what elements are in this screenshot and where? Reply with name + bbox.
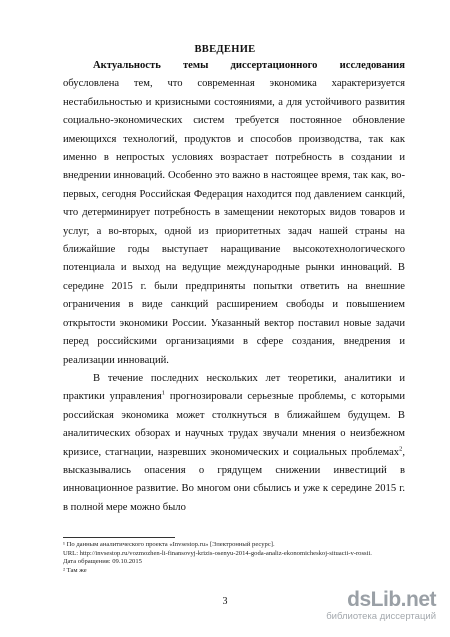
footnote-ref-1[interactable]: 1 bbox=[161, 389, 165, 397]
watermark-subtitle: библиотека диссертаций bbox=[326, 611, 436, 622]
paragraph-2-text-b: прогнозировали серьезные проблемы, с которыми российская экономика может столкнуться в ближайшем будущем. В аналитических обзорах и научных трудах звучали мнения о неизбежном кризисе, стагнации, назревших экономических и социальных проблемах bbox=[63, 391, 406, 458]
footnotes bbox=[63, 541, 423, 575]
page-number: 3 bbox=[222, 596, 228, 607]
footnote-divider bbox=[63, 537, 175, 538]
footnote-1-date: Дата обращения: 09.10.2015 bbox=[63, 558, 142, 566]
footnote-1: ¹ По данным аналитического проекта «Invsestop.ru» [Электронный ресурс]. bbox=[63, 541, 275, 548]
footnote-2: ² Там же bbox=[63, 566, 87, 574]
paragraph-2-text-a: В течение последних нескольких лет теоретики, аналитики и практики управления bbox=[63, 372, 405, 403]
page-title: ВВЕДЕНИЕ bbox=[194, 44, 256, 55]
watermark bbox=[306, 589, 436, 629]
paragraph-2 bbox=[63, 370, 405, 517]
watermark-logo: dsLib.net bbox=[347, 588, 436, 611]
paragraph-1 bbox=[63, 57, 405, 370]
paragraph-1-text: обусловлена тем, что современная экономика характеризуется нестабильностью и кризисными состояниями, а для устойчивого развития социально-экономических систем требуется постоянное обновление имеющихся технологий, продуктов и способов производства, так как именно в непростых условиях возрастает потребность в создании и внедрении инноваций. Особенно это важно в настоящее время, так как, во-первых, сегодня Российская Федерация находится под давлением санкций, что детерминирует потребность в замещении некоторых видов товаров и услуг, а во-вторых, одной из приоритетных задач нашей страны на ближайшие годы выступает наращивание высокотехнологического потенциала и выход на ведущие международные рынки инноваций. В середине 2015 г. были предприняты попытки ответить на внешние ограничения в виде санкций расширением свободы и повышением открытости экономики России. Указанный вектор поставил новые задачи перед российскими организациями в сфере создания, внедрения и реализации инноваций. bbox=[63, 78, 405, 366]
relevance-heading: Актуальность темы диссертационного исследования bbox=[93, 60, 405, 71]
body-text bbox=[63, 57, 405, 517]
footnote-1-url[interactable]: URL: http://invsestop.ru/vozmozhen-li-finansovyj-krizis-osenyu-2014-goda-analiz-ekonomicheskoj-situacii-v-rossii. bbox=[63, 549, 372, 557]
footnote-ref-2[interactable]: 2 bbox=[399, 445, 403, 452]
paragraph-2-text-c: , высказывались опасения о грядущем снижении инвестиций в инновационное развитие. Во многом они сбылись и уже к середине 2015 г. в полной мере можно было bbox=[63, 446, 405, 513]
